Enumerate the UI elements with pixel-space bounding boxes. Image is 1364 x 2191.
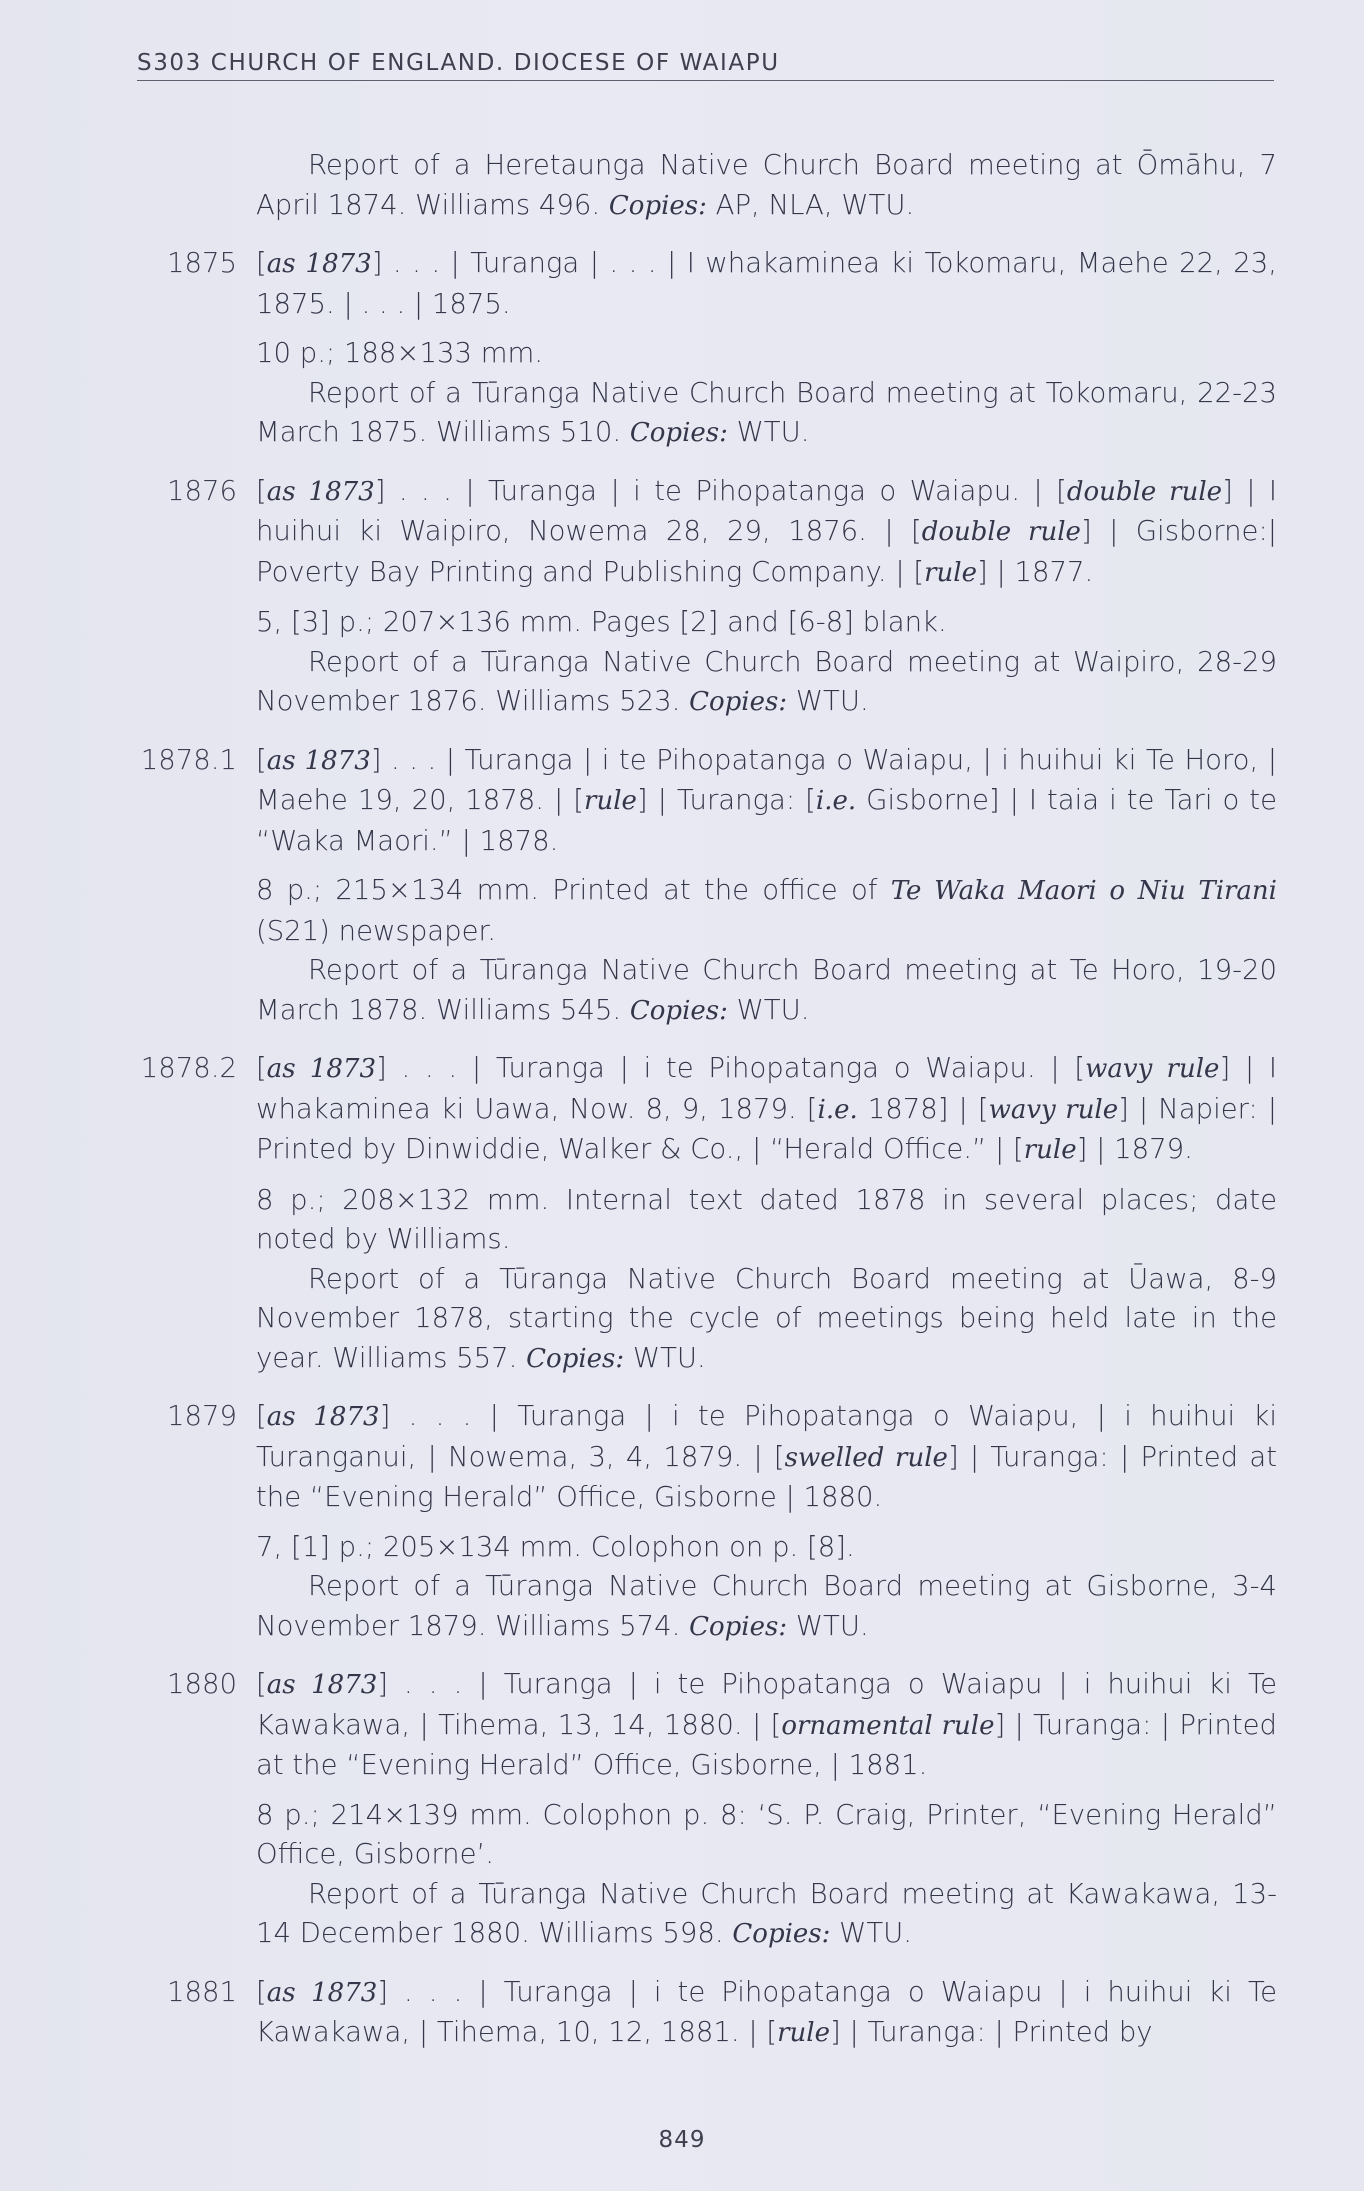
text-run: WTU. (830, 1917, 912, 1949)
entry-note (256, 1567, 1277, 1647)
italic-run: Copies: (526, 1343, 625, 1374)
text-run: ] . . . | Turanga | i te Pihopatanga o Waiapu | i huihui ki Te Kawakawa, | Tihema, 10, 12, 1881. | [ (256, 1975, 1278, 2048)
text-run: ] | Turanga: | Printed at the “Evening Herald” Office, Gisborne | 1880. (256, 1440, 1277, 1513)
page-number: 849 (658, 2127, 706, 2153)
text-run: (S21) newspaper. (256, 914, 497, 947)
text-run: [ (256, 1975, 267, 2008)
entry-title-transcription (256, 1665, 1277, 1786)
italic-run: wavy rule (988, 1094, 1119, 1125)
italic-run: as 1873 (266, 1670, 378, 1700)
entry-title-transcription (256, 244, 1277, 324)
text-run: ] | 1879. (1076, 1133, 1193, 1165)
italic-run: rule (777, 2018, 830, 2048)
bibliography-entry (137, 741, 1277, 1032)
text-run: WTU. (624, 1341, 706, 1374)
italic-run: i.e. (815, 786, 857, 816)
entry-year: 1880 (167, 1668, 237, 1700)
entry-note (256, 1260, 1277, 1380)
text-run: 8 p.; 214×139 mm. Colophon p. 8: ‘S. P. Craig, Printer, “Evening Herald” Office, Gisborne’. (256, 1798, 1277, 1870)
entry-title-transcription (256, 1049, 1277, 1171)
bibliography-entry (137, 472, 1277, 723)
italic-run: ornamental rule (781, 1710, 995, 1741)
entry-title-transcription (256, 1973, 1277, 2054)
italic-run: Copies: (689, 687, 788, 717)
text-run: Report of a Tūranga Native Church Board meeting at Te Horo, 19-20 March 1878. Williams 545. (256, 954, 1277, 1026)
entry-year: 1878.2 (140, 1052, 237, 1084)
italic-run: as 1873 (266, 1402, 380, 1432)
bibliography-entry (137, 1397, 1277, 1647)
italic-run: wavy rule (1085, 1054, 1220, 1084)
italic-run: as 1873 (266, 476, 375, 507)
text-run: ] | Turanga: | Printed by (829, 2016, 1153, 2048)
text-run: 8 p.; 215×134 mm. Printed at the office of (256, 874, 891, 906)
entry-year: 1878.1 (140, 743, 237, 776)
text-run: ] | Turanga: | Printed at the “Evening Herald” Office, Gisborne, | 1881. (256, 1708, 1277, 1781)
entry-note (256, 374, 1277, 454)
text-run: 8 p.; 208×132 mm. Internal text dated 1878 in several places; date noted by Williams. (256, 1183, 1277, 1255)
text-run: [ (256, 1400, 267, 1432)
text-run: ] . . . | Turanga | i te Pihopatanga o Waiapu, | i huihui ki Turanganui, | Nowema, 3, 4, 1879. | [ (256, 1400, 1277, 1473)
entry-collation (256, 1181, 1277, 1260)
text-run: Report of a Tūranga Native Church Board meeting at Tokomaru, 22-23 March 1875. Williams 510. (256, 376, 1277, 448)
italic-run: Copies: (689, 1611, 788, 1642)
text-run: 10 p.; 188×133 mm. (256, 337, 544, 369)
italic-run: rule (924, 557, 978, 588)
bibliography-entry (137, 1973, 1277, 2054)
text-run: ] . . . | Turanga | . . . | I whakaminea ki Tokomaru, Maehe 22, 23, 1875. | . . . | 1875. (256, 247, 1278, 320)
text-run: ] . . . | Turanga | i te Pihopatanga o Waiapu, | i huihui ki Te Horo, | Maehe 19, 20, 1878. | [ (256, 743, 1278, 816)
bibliography-entry (137, 1049, 1277, 1379)
text-run: [ (256, 1668, 267, 1700)
entry-year: 1879 (167, 1400, 237, 1432)
italic-run: as 1873 (266, 1977, 378, 2008)
bibliography-entry (137, 146, 1277, 226)
bibliography-entries (137, 146, 1277, 2072)
bibliography-entry (137, 244, 1277, 454)
header-rule (137, 80, 1274, 81)
italic-run: as 1873 (266, 249, 372, 279)
entry-note (256, 643, 1277, 723)
text-run: ] | I whakaminea ki Uawa, Now. 8, 9, 1879. [ (256, 1052, 1278, 1125)
italic-run: i.e. (817, 1094, 858, 1125)
text-run: Report of a Heretaunga Native Church Board meeting at Ōmāhu, 7 April 1874. Williams 496. (256, 149, 1277, 221)
entry-title-transcription (256, 1397, 1277, 1518)
entry-year: 1881 (167, 1975, 237, 2008)
entry-collation (256, 603, 1277, 643)
text-run: [ (256, 474, 267, 507)
italic-run: double rule (1066, 476, 1223, 507)
italic-run: Copies: (732, 1919, 831, 1949)
entry-collation (256, 1796, 1277, 1875)
text-run: WTU. (727, 416, 810, 448)
text-run: ] . . . | Turanga | i te Pihopatanga o Waiapu. | [ (374, 474, 1067, 507)
text-run: 1878] | [ (857, 1092, 989, 1125)
entry-collation (256, 1528, 1277, 1568)
text-run: Report of a Tūranga Native Church Board meeting at Gisborne, 3-4 November 1879. Williams 574. (256, 1570, 1277, 1642)
running-head: S303 CHURCH OF ENGLAND. DIOCESE OF WAIAPU (137, 50, 780, 76)
text-run: ] . . . | Turanga | i te Pihopatanga o Waiapu. | [ (376, 1052, 1086, 1084)
text-run: ] . . . | Turanga | i te Pihopatanga o Waiapu | i huihui ki Te Kawakawa, | Tihema, 13, 14, 1880. | [ (256, 1668, 1278, 1741)
italic-run: Copies: (629, 995, 728, 1026)
entry-year: 1876 (167, 474, 237, 507)
text-run: 5, [3] p.; 207×136 mm. Pages [2] and [6-8] blank. (256, 606, 947, 638)
italic-run: as 1873 (266, 1054, 377, 1084)
italic-run: rule (1023, 1135, 1077, 1165)
entry-year: 1875 (167, 247, 237, 279)
entry-title-transcription (256, 741, 1277, 862)
text-run: ] | I huihui ki Waipiro, Nowema 28, 29, 1876. | [ (256, 474, 1278, 547)
italic-run: double rule (921, 517, 1081, 547)
entry-note (256, 951, 1277, 1031)
text-run: WTU. (727, 993, 810, 1026)
bibliography-entry (137, 1665, 1277, 1955)
italic-run: Te Waka Maori o Niu Tirani (890, 876, 1277, 906)
text-run: Report of a Tūranga Native Church Board meeting at Waipiro, 28-29 November 1876. Williams 523. (256, 645, 1277, 717)
text-run: [ (256, 743, 267, 776)
text-run: Report of a Tūranga Native Church Board meeting at Ūawa, 8-9 November 1878, starting the cycle of meetings being held late in the year. Williams 557. (256, 1262, 1277, 1374)
italic-run: rule (584, 786, 637, 816)
italic-run: Copies: (608, 190, 707, 221)
text-run: WTU. (787, 685, 869, 717)
entry-title-transcription (256, 472, 1277, 594)
entry-title-transcription (256, 146, 1277, 226)
text-run: ] | Turanga: [ (636, 784, 816, 816)
text-run: Gisborne] | I taia i te Tari o te “Waka Maori.” | 1878. (256, 784, 1277, 857)
italic-run: Copies: (629, 418, 728, 448)
text-run: 7, [1] p.; 205×134 mm. Colophon on p. [8]. (256, 1530, 855, 1563)
text-run: WTU. (787, 1609, 869, 1642)
text-run: ] | Napier: | Printed by Dinwiddie, Walker & Co., | “Herald Office.” | [ (256, 1092, 1278, 1165)
text-run: Report of a Tūranga Native Church Board meeting at Kawakawa, 13-14 December 1880. Williams 598. (256, 1877, 1277, 1949)
entry-collation (256, 871, 1277, 951)
text-run: AP, NLA, WTU. (706, 188, 915, 221)
entry-note (256, 1875, 1277, 1955)
italic-run: as 1873 (266, 745, 371, 776)
italic-run: swelled rule (784, 1442, 948, 1473)
text-run: [ (256, 1052, 267, 1084)
text-run: [ (256, 247, 267, 279)
text-run: ] | 1877. (977, 555, 1094, 588)
text-run: ] | Gisborne:| Poverty Bay Printing and Publishing Company. | [ (256, 515, 1278, 588)
entry-collation (256, 334, 1277, 374)
